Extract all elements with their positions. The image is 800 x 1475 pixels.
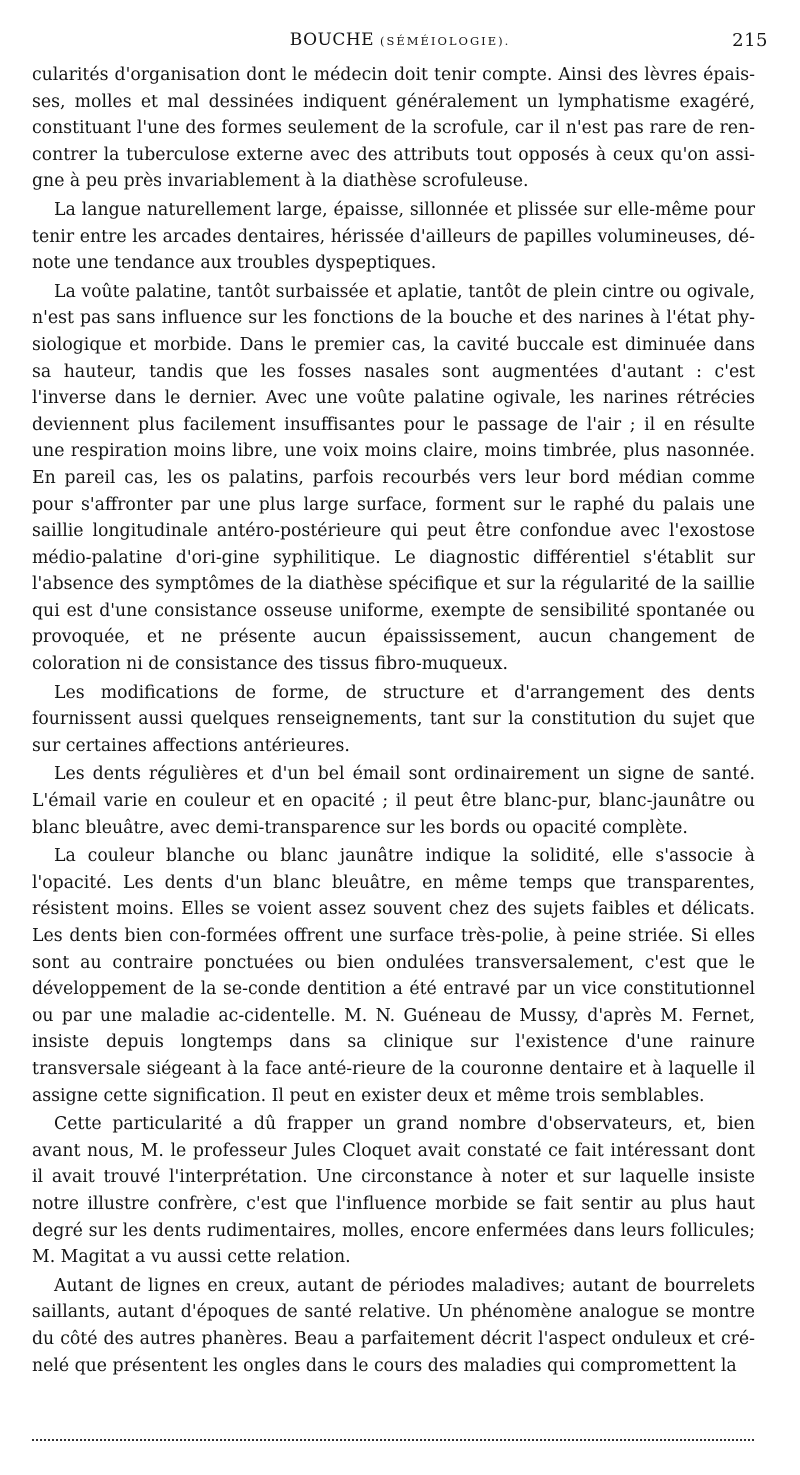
paragraph-modifications-dents: Les modifications de forme, de structure et d'arrangement des dents fournissent aussi quelques renseignements, tant sur la constitution du sujet que sur certaines affections antérieures. [32,682,755,756]
running-title-main: BOUCHE [289,30,375,50]
paragraph-continuation: cularités d'organisation dont le médecin doit tenir compte. Ainsi des lèvres épais-ses, molles et mal dessinées indiquent généralement un lymphatisme exagéré, constituant l'une des formes seulement de la scrofule, car il n'est pas rare de ren-contrer la tuberculose externe avec des attributs tout opposés à ceux qu'on assi-gne à peu près invariablement à la diathèse scrofuleuse. [32,65,755,192]
running-title [32,30,768,50]
body-text [32,62,755,1379]
running-title-subtitle: (SÉMÉIOLOGIE). [380,34,511,48]
footer-dotted-rule [32,1439,754,1441]
paragraph-dents-regulieres: Les dents régulières et d'un bel émail sont ordinairement un signe de santé. L'émail varie en couleur et en opacité ; il peut être blanc-pur, blanc-jaunâtre ou blanc bleuâtre, avec demi-transparence sur les bords ou opacité complète. [32,764,755,838]
paragraph-voute-palatine: La voûte palatine, tantôt surbaissée et aplatie, tantôt de plein cintre ou ogivale, n'est pas sans influence sur les fonctions de la bouche et des narines à l'état phy-siologique et morbide. Dans le premier cas, la cavité buccale est diminuée dans sa hauteur, tandis que les fosses nasales sont augmentées d'autant : c'est l'inverse dans le dernier. Avec une voûte palatine ogivale, les narines rétrécies deviennent plus facilement insuffisantes pour le passage de l'air ; il en résulte une respiration moins libre, une voix moins claire, moins timbrée, plus nasonnée. En pareil cas, les os palatins, parfois recourbés vers leur bord médian comme pour s'affronter par une plus large surface, forment sur le raphé du palais une saillie longitudinale antéro-postérieure qui peut être confondue avec l'exostose médio-palatine d'ori-gine syphilitique. Le diagnostic différentiel s'établit sur l'absence des symptômes de la diathèse spécifique et sur la régularité de la saillie qui est d'une consistance osseuse uniforme, exempte de sensibilité spontanée ou provoquée, et ne présente aucun épaississement, aucun changement de coloration ni de consistance des tissus fibro-muqueux. [32,281,755,675]
page-header [32,30,768,56]
paragraph-lignes-en-creux: Autant de lignes en creux, autant de périodes maladives; autant de bourrelets saillants, autant d'époques de santé relative. Un phénomène analogue se montre du côté des autres phanères. Beau a parfaitement décrit l'aspect onduleux et cré-nelé que présentent les ongles dans le cours des maladies qui compromettent la [32,1275,755,1376]
page-number: 215 [732,30,768,51]
paragraph-langue: La langue naturellement large, épaisse, sillonnée et plissée sur elle-même pour tenir entre les arcades dentaires, hérissée d'ailleurs de papilles volumineuses, dé-note une tendance aux troubles dyspeptiques. [32,199,755,274]
paragraph-particularite: Cette particularité a dû frapper un grand nombre d'observateurs, et, bien avant nous, M. le professeur Jules Cloquet avait constaté ce fait intéressant dont il avait trouvé l'interprétation. Une circonstance à noter et sur laquelle insiste notre illustre confrère, c'est que l'influence morbide se fait sentir au plus haut degré sur les dents rudimentaires, molles, encore enfermées dans leurs follicules; M. Magitat a vu aussi cette relation. [32,1114,755,1268]
paragraph-couleur-blanche: La couleur blanche ou blanc jaunâtre indique la solidité, elle s'associe à l'opacité. Les dents d'un blanc bleuâtre, en même temps que transparentes, résistent moins. Elles se voient assez souvent chez des sujets faibles et délicats. Les dents bien con-formées offrent une surface très-polie, à peine striée. Si elles sont au contraire ponctuées ou bien ondulées transversalement, c'est que le développement de la se-conde dentition a été entravé par un vice constitutionnel ou par une maladie ac-cidentelle. M. N. Guéneau de Mussy, d'après M. Fernet, insiste depuis longtemps dans sa clinique sur l'existence d'une rainure transversale siégeant à la face anté-rieure de la couronne dentaire et à laquelle il assigne cette signification. Il peut en exister deux et même trois semblables. [32,846,755,1106]
